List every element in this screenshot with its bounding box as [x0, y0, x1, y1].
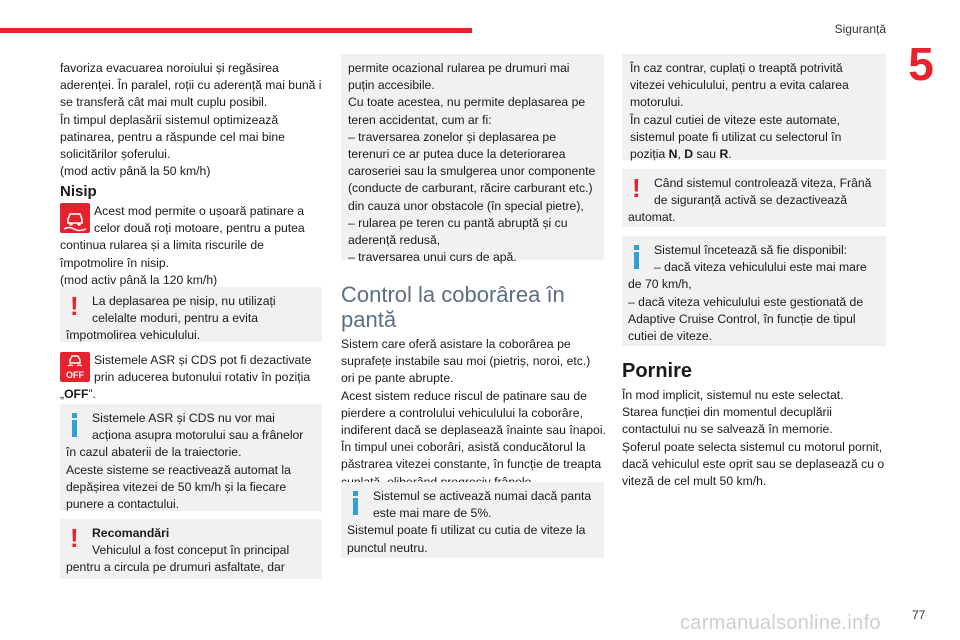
info-icon	[353, 491, 358, 515]
text-line: automat.	[628, 210, 676, 225]
text-line: favoriza evacuarea noroiului și regăsirea	[60, 61, 279, 75]
text-line: depășirea vitezei de 50 km/h și la fiecare	[66, 479, 287, 494]
hdc-info-box	[341, 482, 604, 558]
text-line: viteză de cel mult 50 km/h.	[622, 474, 767, 489]
text-line: La deplasarea pe nisip, nu utilizați	[92, 294, 276, 308]
text-line: celelalte moduri, pentru a evita	[92, 311, 258, 326]
text-line: păstrarea vitezei constante, în funcție de treapta	[341, 457, 602, 472]
text-line: aderență redusă,	[348, 233, 441, 248]
text-line: – traversarea unui curs de apă.	[348, 250, 517, 265]
text-line: continua rularea și a limita riscurile de	[60, 238, 264, 253]
text-line: teren accidentat, cum ar fi:	[348, 112, 492, 127]
hdc-heading	[341, 282, 604, 332]
text-line: – dacă viteza vehiculului este mai mare	[654, 260, 867, 275]
text-line: (conducte de carburant, răcire carburant etc.)	[348, 181, 593, 196]
heading-line: pantă	[341, 307, 397, 332]
watermark: carmanualsonline.info	[680, 612, 881, 634]
intro-paragraph	[60, 60, 322, 180]
text-line	[60, 386, 322, 403]
continuation-box	[341, 54, 604, 265]
start-paragraph	[622, 387, 890, 490]
text-line: Cu toate acestea, nu permite deplasarea pe	[348, 95, 586, 110]
text-line: contactului nu se salvează în memorie.	[622, 422, 833, 437]
text-line: Vehiculul a fost conceput în principal	[92, 543, 290, 558]
text-line: În timpul deplasării sistemul optimizează	[60, 112, 279, 127]
section-title: Siguranță	[834, 22, 886, 36]
text-line: În timpul unei coborâri, asistă conducătorul la	[341, 440, 586, 455]
text-line: Sistemul încetează să fie disponibil:	[654, 243, 848, 257]
text-line: punere a contactului.	[66, 497, 180, 512]
text-line: Șoferul poate selecta sistemul cu motorul pornit,	[622, 439, 883, 454]
brake-warning-box	[622, 169, 886, 227]
text-line: aderenței. În paralel, roții cu aderență mai bună i	[60, 78, 322, 93]
chapter-number: 5	[908, 38, 934, 90]
gear-r: R	[719, 147, 729, 162]
sand-paragraph	[60, 203, 322, 289]
header-accent-bar	[0, 28, 472, 33]
text-line: Sistemul poate fi utilizat cu cutia de viteze la	[347, 523, 586, 538]
text-line: Starea funcției din momentul decuplării	[622, 405, 833, 420]
gear-d: D	[684, 147, 694, 162]
text-line	[630, 146, 880, 163]
gear-suffix: .	[728, 147, 732, 162]
text-line: În caz contrar, cuplați o treaptă potrivită	[630, 61, 843, 75]
asr-paragraph	[60, 352, 322, 404]
text-line: Aceste sisteme se reactivează automat la	[66, 462, 291, 477]
text-line: (mod activ până la 120 km/h)	[60, 272, 218, 287]
text-line: indiferent dacă se deplasează înainte sau înapoi.	[341, 423, 606, 438]
text-line: împotmolirea vehiculului.	[66, 328, 201, 343]
page-number: 77	[912, 608, 926, 622]
gear-separator: ,	[677, 147, 685, 162]
text-line: din cauza unor obstacole (în special pietre),	[348, 198, 584, 213]
heading-line: Control la coborârea în	[341, 282, 565, 307]
text-line: puțin accesibile.	[348, 78, 435, 93]
start-heading: Pornire	[622, 360, 693, 382]
text-line: dacă vehiculul este oprit sau se deplasează cu o	[622, 456, 885, 471]
text-line: (mod activ până la 50 km/h)	[60, 164, 211, 179]
gear-n: N	[668, 147, 678, 162]
text-line: Adaptive Cruise Control, în funcție de tipul	[628, 311, 856, 326]
text-line: Sistem care oferă asistare la coborârea pe	[341, 337, 571, 351]
text-line: solicitărilor șoferului.	[60, 147, 171, 162]
text-line: Când sistemul controlează viteza, Frână	[654, 176, 872, 190]
text-line: punctul neutru.	[347, 540, 428, 555]
text-line: este mai mare de 5%.	[373, 506, 492, 521]
warning-icon: !	[632, 173, 641, 203]
availability-info-box	[622, 236, 886, 346]
asr-info-box	[60, 404, 322, 511]
text-line: pierdere a controlului vehiculului la coborâre,	[341, 405, 583, 420]
text-line: sistemul poate fi utilizat cu selectorul în	[630, 129, 842, 144]
off-close-quote: ”.	[88, 387, 96, 402]
text-line: caroseriei sau la smulgerea unor componente	[348, 164, 596, 179]
text-line: – rularea pe teren cu pantă abruptă și cu	[348, 215, 568, 230]
text-line: terenuri ce ar putea duce la deteriorarea	[348, 147, 566, 162]
text-line: suprafețe instabile sau moi (pietriș, noroi, etc.)	[341, 354, 591, 369]
warning-icon: !	[70, 291, 79, 321]
sand-heading: Nisip	[60, 183, 97, 200]
text-line: se transferă cât mai mult cuplu posibil.	[60, 95, 268, 110]
off-open-quote: „	[60, 387, 65, 402]
text-line: Acest mod permite o ușoară patinare a	[94, 204, 305, 218]
gear-box	[622, 54, 886, 160]
info-icon	[72, 413, 77, 437]
off-word: OFF	[64, 387, 89, 402]
text-line: vitezei vehiculului, pentru a evita calarea	[630, 78, 849, 93]
text-line: cutiei de viteze.	[628, 329, 713, 344]
recommend-title: Recomandări	[92, 526, 170, 540]
text-line: – dacă viteza vehiculului este gestionată de	[628, 294, 864, 309]
text-line: În cazul cutiei de viteze este automate,	[630, 112, 841, 127]
off-icon-label: OFF	[66, 370, 84, 380]
info-icon	[634, 245, 639, 269]
gear-prefix: poziția	[630, 147, 669, 162]
text-line: Sistemul se activează numai dacă panta	[373, 489, 592, 503]
text-line: patinarea, pentru a răspunde cel mai bine	[60, 129, 285, 144]
text-line: Sistemele ASR și CDS nu vor mai	[92, 411, 275, 425]
text-line: motorului.	[630, 95, 684, 110]
gear-separator: sau	[693, 147, 720, 162]
recommendation-box	[60, 519, 322, 579]
text-line: împotmolire în nisip.	[60, 255, 170, 270]
text-line: de 70 km/h,	[628, 277, 692, 292]
text-line: În mod implicit, sistemul nu este selectat.	[622, 388, 844, 402]
text-line: acționa asupra motorului sau a frânelor	[92, 428, 304, 443]
text-line: în cazul abaterii de la traiectorie.	[66, 445, 242, 460]
text-line: celor două roți motoare, pentru a putea	[94, 221, 305, 236]
text-line: ori pe pante abrupte.	[341, 371, 454, 386]
text-line: – traversarea zonelor și deplasarea pe	[348, 129, 556, 144]
hdc-paragraph	[341, 336, 609, 491]
text-line: Sistemele ASR și CDS pot fi dezactivate	[94, 353, 312, 367]
text-line: Acest sistem reduce riscul de patinare sau de	[341, 388, 587, 403]
text-line: prin aducerea butonului rotativ în poziția	[94, 370, 311, 385]
text-line: pentru a circula pe drumuri asfaltate, dar	[66, 560, 285, 575]
text-line: permite ocazional rularea pe drumuri mai	[348, 61, 570, 75]
text-line: de siguranță activă se dezactivează	[654, 193, 848, 208]
warning-icon: !	[70, 523, 79, 553]
sand-warning-box	[60, 287, 322, 342]
